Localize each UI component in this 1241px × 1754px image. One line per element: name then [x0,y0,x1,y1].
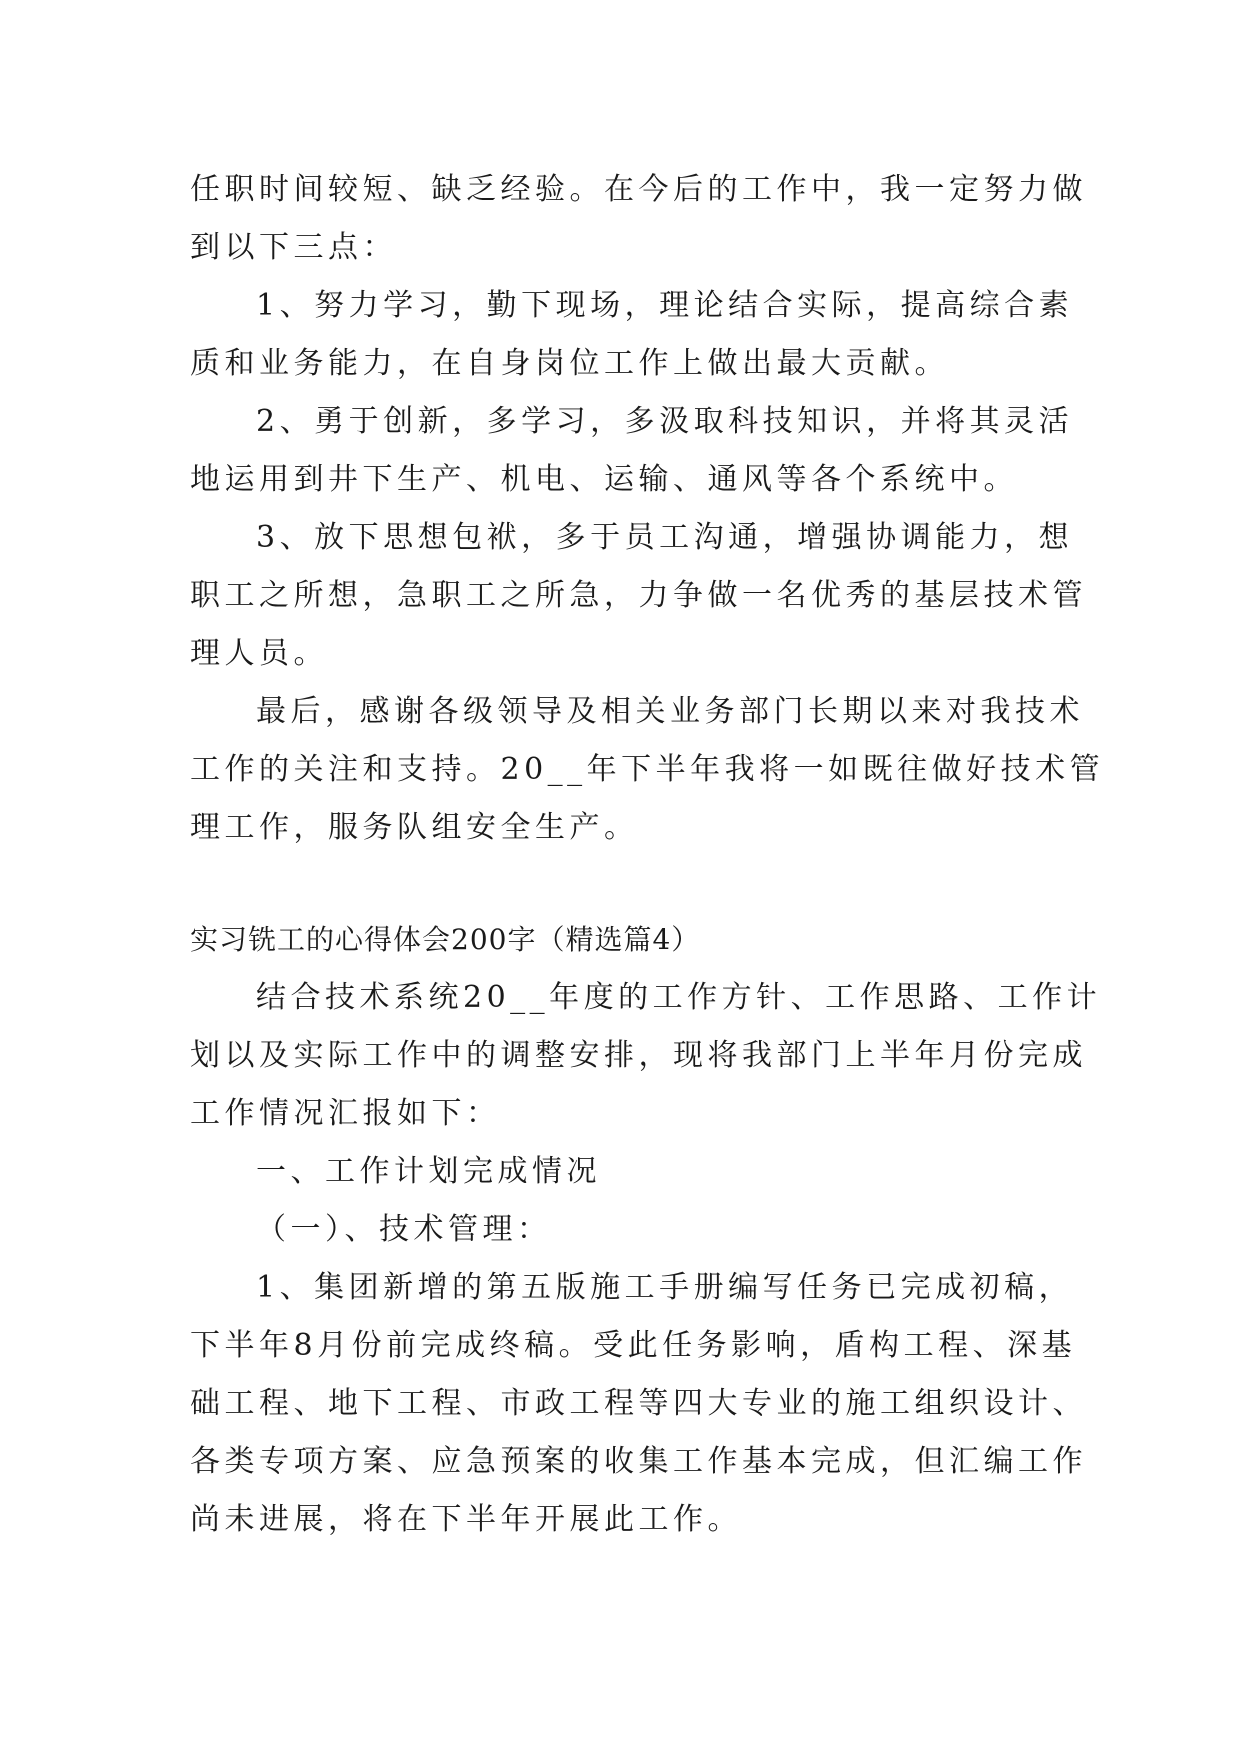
closing-paragraph-line: 最后，感谢各级领导及相关业务部门长期以来对我技术 [256,694,1084,729]
section-item-1-line: 尚未进展，将在下半年开展此工作。 [190,1502,742,1537]
section-title: 实习铣工的心得体会200字（精选篇4） [190,923,701,956]
list-item-3-line: 理人员。 [190,636,328,671]
closing-paragraph-line: 工作的关注和支持。20__年下半年我将一如既往做好技术管 [190,752,1105,787]
list-item-1-line: 质和业务能力，在自身岗位工作上做出最大贡献。 [190,346,949,381]
paragraph-line: 任职时间较短、缺乏经验。在今后的工作中，我一定努力做 [190,172,1087,207]
subsection-subheading: （一）、技术管理： [256,1212,552,1247]
section-item-1-line: 1、集团新增的第五版施工手册编写任务已完成初稿， [256,1270,1074,1305]
section-item-1-line: 下半年8月份前完成终稿。受此任务影响，盾构工程、深基 [190,1328,1077,1363]
section-paragraph-line: 结合技术系统20__年度的工作方针、工作思路、工作计 [256,980,1102,1015]
list-item-3-line: 职工之所想，急职工之所急，力争做一名优秀的基层技术管 [190,578,1087,613]
closing-paragraph-line: 理工作，服务队组安全生产。 [190,810,639,845]
list-item-1-line: 1、努力学习，勤下现场，理论结合实际，提高综合素 [256,288,1074,323]
list-item-2-line: 地运用到井下生产、机电、运输、通风等各个系统中。 [190,462,1018,497]
subsection-heading: 一、工作计划完成情况 [256,1154,601,1189]
section-paragraph-line: 划以及实际工作中的调整安排，现将我部门上半年月份完成 [190,1038,1087,1073]
list-item-2-line: 2、勇于创新，多学习，多汲取科技知识，并将其灵活 [256,404,1074,439]
section-item-1-line: 础工程、地下工程、市政工程等四大专业的施工组织设计、 [190,1386,1087,1421]
section-item-1-line: 各类专项方案、应急预案的收集工作基本完成，但汇编工作 [190,1444,1087,1479]
list-item-3-line: 3、放下思想包袱，多于员工沟通，增强协调能力，想 [256,520,1074,555]
paragraph-line: 到以下三点： [190,230,397,265]
section-paragraph-line: 工作情况汇报如下： [190,1096,501,1131]
